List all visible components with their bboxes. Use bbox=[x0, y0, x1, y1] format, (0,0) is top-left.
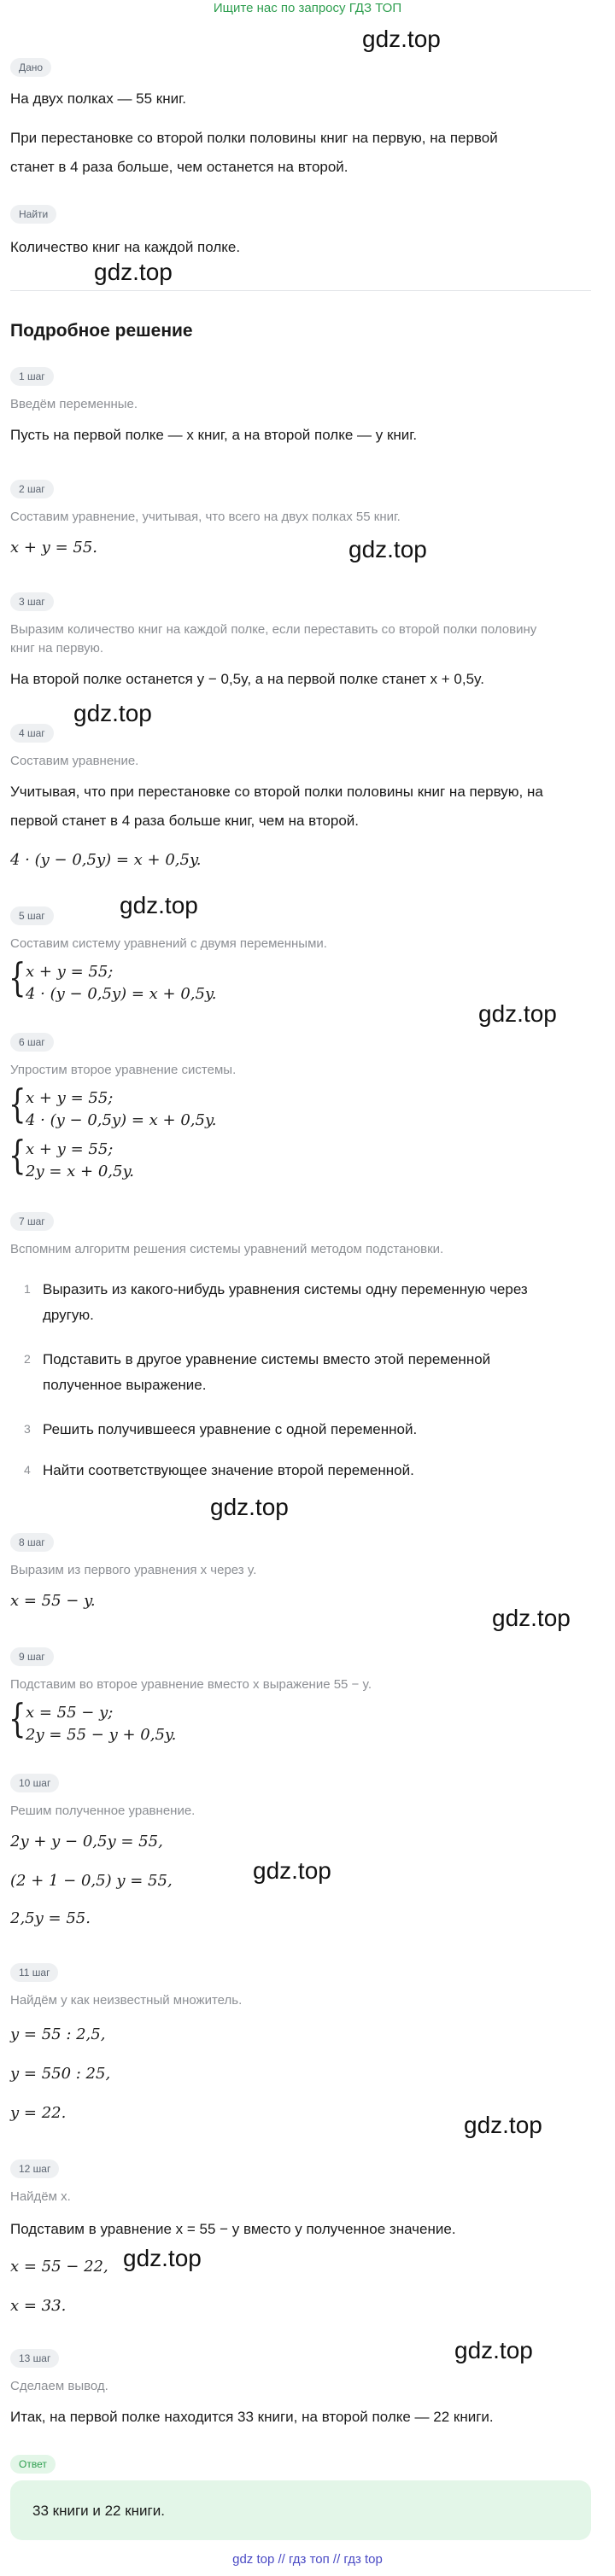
search-banner[interactable]: Ищите нас по запросу ГДЗ ТОП bbox=[213, 1, 402, 15]
watermark: gdz.top bbox=[123, 2245, 202, 2271]
list-item: другую. bbox=[43, 1307, 94, 1323]
step-note: Выразим количество книг на каждой полке, если переставить со второй полки половину bbox=[10, 622, 537, 637]
list-item: Подставить в другое уравнение системы вместо этой переменной bbox=[43, 1351, 491, 1367]
watermark: gdz.top bbox=[73, 700, 152, 726]
watermark: gdz.top bbox=[454, 2337, 533, 2363]
step-math: y = 550 : 25, bbox=[10, 2065, 111, 2083]
divider bbox=[10, 290, 591, 291]
step-badge: 5 шаг bbox=[10, 906, 54, 925]
step-badge: 1 шаг bbox=[10, 367, 54, 386]
watermark: gdz.top bbox=[492, 1605, 571, 1631]
list-number: 4 bbox=[24, 1463, 31, 1477]
watermark: gdz.top bbox=[120, 892, 198, 918]
step-note: Составим уравнение, учитывая, что всего на двух полках 55 книг. bbox=[10, 510, 401, 524]
step-text: Учитывая, что при перестановке со второй полки половины книг на первую, на bbox=[10, 784, 543, 800]
step-math: y = 55 : 2,5, bbox=[10, 2025, 106, 2043]
list-number: 1 bbox=[24, 1282, 31, 1296]
step-badge: 9 шаг bbox=[10, 1647, 54, 1666]
system-equation: x + y = 55; bbox=[26, 1140, 114, 1158]
step-badge: 13 шаг bbox=[10, 2349, 59, 2368]
step-text: первой станет в 4 раза больше книг, чем на второй. bbox=[10, 813, 360, 829]
step-text: Итак, на первой полке находится 33 книги, на второй полке — 22 книги. bbox=[10, 2409, 494, 2425]
watermark: gdz.top bbox=[253, 1857, 331, 1884]
step-note: Найдём x. bbox=[10, 2189, 71, 2204]
list-item: Выразить из какого-нибудь уравнения системы одну переменную через bbox=[43, 1281, 528, 1297]
step-math: x + y = 55. bbox=[10, 539, 97, 557]
step-badge: 2 шаг bbox=[10, 480, 54, 498]
system-brace: { bbox=[9, 1695, 26, 1741]
step-badge: 12 шаг bbox=[10, 2159, 59, 2178]
step-math: 2y + y − 0,5y = 55, bbox=[10, 1833, 163, 1850]
step-math: y = 22. bbox=[10, 2104, 67, 2122]
step-math: x = 55 − 22, bbox=[10, 2258, 108, 2276]
given-line: При перестановке со второй полки половины книг на первую, на первой bbox=[10, 130, 498, 146]
watermark: gdz.top bbox=[464, 2112, 542, 2138]
system-brace: { bbox=[9, 954, 26, 1000]
step-text: На второй полке останется y − 0,5y, а на первой полке станет x + 0,5y. bbox=[10, 671, 484, 687]
system-equation: 4 · (y − 0,5y) = x + 0,5y. bbox=[26, 985, 217, 1003]
step-math: (2 + 1 − 0,5) y = 55, bbox=[10, 1872, 173, 1890]
step-note: Сделаем вывод. bbox=[10, 2379, 108, 2393]
step-text: Подставим в уравнение x = 55 − y вместо y полученное значение. bbox=[10, 2221, 456, 2237]
step-note: Введём переменные. bbox=[10, 397, 138, 411]
answer-badge: Ответ bbox=[10, 2455, 56, 2474]
step-math: x = 33. bbox=[10, 2297, 67, 2315]
step-note: Решим полученное уравнение. bbox=[10, 1804, 196, 1818]
step-note: Упростим второе уравнение системы. bbox=[10, 1063, 237, 1077]
system-equation: x = 55 − y; bbox=[26, 1704, 114, 1722]
step-badge: 3 шаг bbox=[10, 592, 54, 611]
answer-text: 33 книги и 22 книги. bbox=[32, 2503, 165, 2519]
given-line: На двух полках — 55 книг. bbox=[10, 90, 186, 107]
system-equation: x + y = 55; bbox=[26, 1089, 114, 1107]
system-equation: 2y = x + 0,5y. bbox=[26, 1163, 134, 1180]
step-note: книг на первую. bbox=[10, 641, 104, 656]
step-note: Вспомним алгоритм решения системы уравнений методом подстановки. bbox=[10, 1242, 444, 1256]
step-badge: 10 шаг bbox=[10, 1774, 59, 1792]
list-item: Найти соответствующее значение второй переменной. bbox=[43, 1462, 414, 1478]
footer-links[interactable]: gdz top // гдз топ // гдз top bbox=[232, 2552, 383, 2567]
step-badge: 7 шаг bbox=[10, 1212, 54, 1231]
watermark: gdz.top bbox=[94, 259, 173, 285]
step-math: 2,5y = 55. bbox=[10, 1909, 91, 1927]
step-note: Подставим во второе уравнение вместо x выражение 55 − y. bbox=[10, 1677, 372, 1692]
step-note: Найдём y как неизвестный множитель. bbox=[10, 1993, 243, 2008]
system-brace: { bbox=[9, 1081, 26, 1127]
list-item: полученное выражение. bbox=[43, 1377, 207, 1393]
solution-title: Подробное решение bbox=[10, 321, 193, 341]
step-badge: 6 шаг bbox=[10, 1033, 54, 1052]
watermark: gdz.top bbox=[348, 536, 427, 562]
step-math: 4 · (y − 0,5y) = x + 0,5y. bbox=[10, 851, 202, 869]
step-math: x = 55 − y. bbox=[10, 1592, 96, 1610]
step-note: Составим систему уравнений с двумя переменными. bbox=[10, 936, 327, 951]
step-text: Пусть на первой полке — x книг, а на второй полке — y книг. bbox=[10, 427, 418, 443]
step-note: Выразим из первого уравнения x через y. bbox=[10, 1563, 257, 1577]
find-badge: Найти bbox=[10, 205, 56, 224]
step-note: Составим уравнение. bbox=[10, 754, 139, 768]
list-number: 3 bbox=[24, 1422, 31, 1436]
list-number: 2 bbox=[24, 1352, 31, 1366]
system-brace: { bbox=[9, 1132, 26, 1178]
find-line: Количество книг на каждой полке. bbox=[10, 239, 241, 255]
system-equation: x + y = 55; bbox=[26, 963, 114, 981]
system-equation: 4 · (y − 0,5y) = x + 0,5y. bbox=[26, 1111, 217, 1129]
watermark: gdz.top bbox=[210, 1494, 289, 1520]
given-badge: Дано bbox=[10, 58, 51, 77]
step-badge: 4 шаг bbox=[10, 724, 54, 743]
step-badge: 11 шаг bbox=[10, 1963, 58, 1982]
watermark: gdz.top bbox=[478, 1000, 557, 1027]
system-equation: 2y = 55 − y + 0,5y. bbox=[26, 1726, 177, 1744]
watermark: gdz.top bbox=[362, 26, 441, 52]
given-line: станет в 4 раза больше, чем останется на второй. bbox=[10, 159, 348, 175]
step-badge: 8 шаг bbox=[10, 1533, 54, 1552]
list-item: Решить получившееся уравнение с одной переменной. bbox=[43, 1421, 418, 1437]
